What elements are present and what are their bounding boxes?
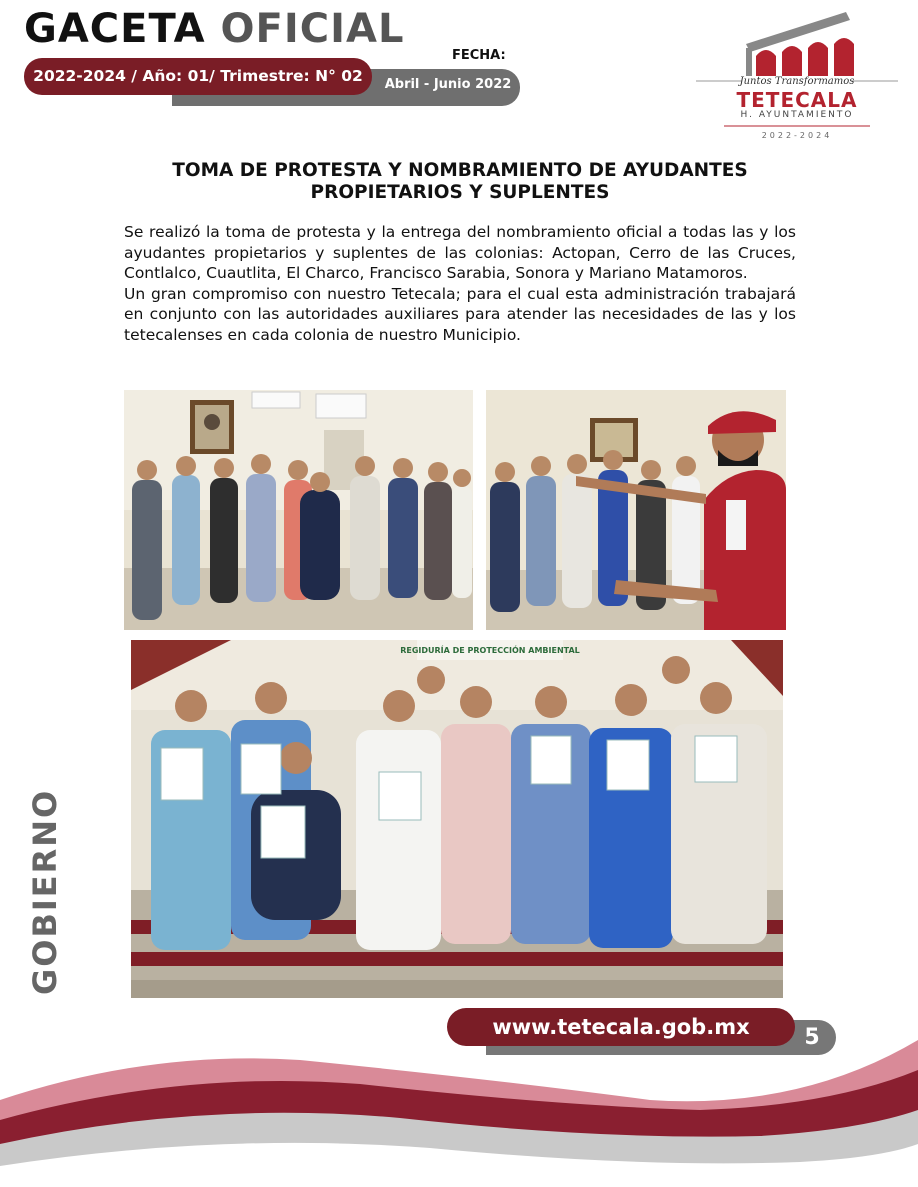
building-sign: REGIDURÍA DE PROTECCIÓN AMBIENTAL xyxy=(400,646,580,655)
logo-name: TETECALA xyxy=(736,88,858,112)
gazette-title-word2: OFICIAL xyxy=(220,6,405,52)
logo-motto: Juntos Transformamos xyxy=(739,76,855,87)
date-label: FECHA: xyxy=(452,48,506,63)
photo-group-indoors xyxy=(124,390,473,630)
article-headline: TOMA DE PROTESTA Y NOMBRAMIENTO DE AYUDANTES PROPIETARIOS Y SUPLENTES xyxy=(172,160,748,203)
section-label: GOBIERNO xyxy=(26,788,64,995)
photo-oath-ceremony xyxy=(486,390,786,630)
website-link[interactable]: www.tetecala.gob.mx xyxy=(447,1008,795,1046)
article-paragraph-2: Un gran compromiso con nuestro Tetecala; para el cual esta administración trabajará en conjunto con las autoridades auxiliares para atender las necesidades de las y los tetecalenses en cada colonia de nuestro Municipio. xyxy=(124,284,796,344)
gazette-title-word1: GACETA xyxy=(24,6,206,52)
page-number: 5 xyxy=(804,1025,820,1050)
article-body xyxy=(124,222,796,345)
footer-wave-decoration xyxy=(0,1040,918,1187)
date-value: Abril - Junio 2022 xyxy=(384,77,512,92)
logo-subtitle: H. AYUNTAMIENTO xyxy=(740,110,854,120)
article-paragraph-1: Se realizó la toma de protesta y la entrega del nombramiento oficial a todas las y los ayudantes propietarios y suplentes de las colonias: Actopan, Cerro de las Cruces, Contlalco, Cuautlita, El Charco, Francisco Sarabia, Sonora y Mariano Matamoros. xyxy=(124,223,796,282)
gazette-title xyxy=(24,6,404,52)
edition-pill: 2022-2024 / Año: 01/ Trimestre: N° 02 xyxy=(24,58,372,95)
logo-years: 2022-2024 xyxy=(761,131,833,140)
photo-group-certificates xyxy=(131,640,783,998)
